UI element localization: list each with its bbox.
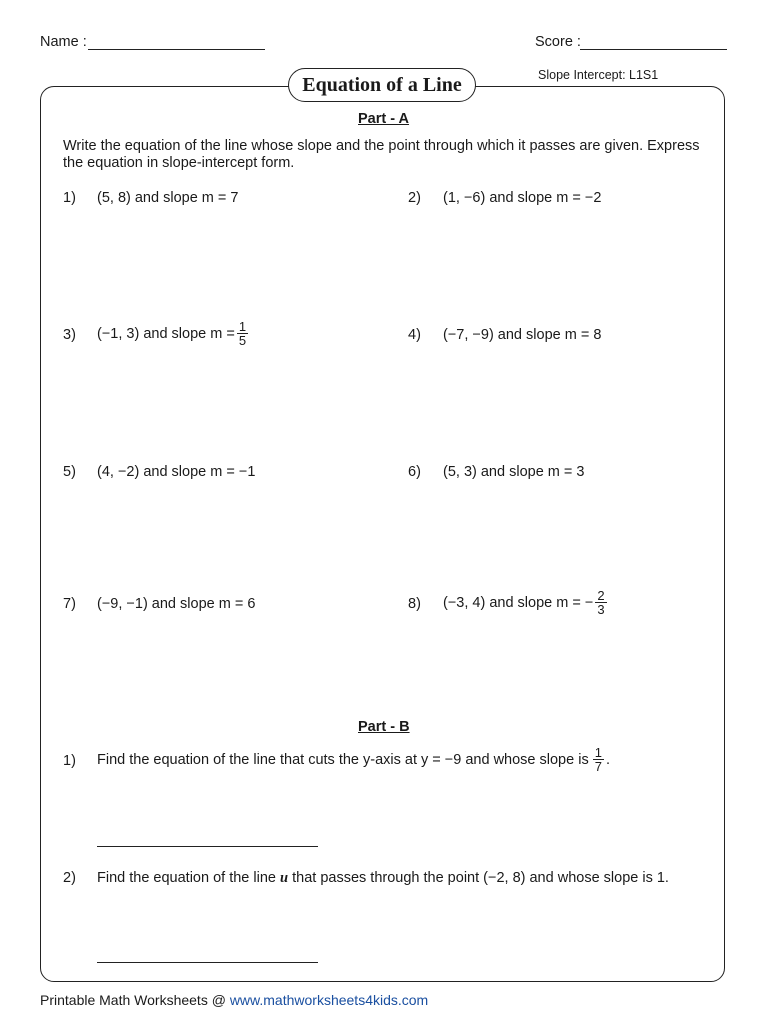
score-field[interactable]	[580, 49, 727, 50]
problem-number: 4)	[408, 327, 421, 343]
question-1	[97, 746, 610, 773]
answer-line-2[interactable]	[97, 962, 318, 963]
problem-text: (5, 8) and slope m = 7	[97, 190, 239, 206]
line-variable: u	[280, 870, 289, 886]
fraction-numerator: 1	[238, 319, 247, 334]
problem-number: 1)	[63, 190, 76, 206]
problem-number: 5)	[63, 464, 76, 480]
question-text: Find the equation of the line	[97, 870, 276, 886]
fraction-numerator: 1	[594, 745, 602, 760]
slope-fraction	[593, 746, 604, 773]
problem-item	[443, 589, 607, 616]
name-label: Name :	[40, 34, 87, 50]
slope-fraction	[595, 589, 606, 616]
worksheet-frame	[40, 86, 725, 982]
footer-prefix: Printable Math Worksheets @	[40, 992, 226, 1008]
problem-text: (−9, −1) and slope m = 6	[97, 596, 256, 612]
name-field[interactable]	[88, 49, 265, 50]
instruction-line-1: Write the equation of the line whose slope and the point through which it passes are given. Express	[63, 138, 700, 154]
slope-fraction	[237, 320, 248, 347]
problem-number: 2)	[408, 190, 421, 206]
problem-text: (1, −6) and slope m = −2	[443, 190, 602, 206]
level-label: Slope Intercept: L1S1	[538, 68, 659, 82]
problem-number: 3)	[63, 327, 76, 343]
problem-text: (−7, −9) and slope m = 8	[443, 327, 602, 343]
question-text: Find the equation of the line that cuts the y-axis at y = −9 and whose slope is	[97, 751, 589, 768]
worksheet-title: Equation of a Line	[288, 68, 476, 102]
answer-line-1[interactable]	[97, 846, 318, 847]
fraction-denominator: 5	[238, 333, 247, 348]
footer	[40, 992, 428, 1008]
question-text: that passes through the point (−2, 8) and whose slope is 1.	[292, 870, 669, 886]
problem-text: (5, 3) and slope m = 3	[443, 464, 585, 480]
problem-text: (4, −2) and slope m = −1	[97, 464, 256, 480]
question-end: .	[605, 751, 610, 768]
instruction-line-2: the equation in slope-intercept form.	[63, 155, 295, 171]
problem-number: 6)	[408, 464, 421, 480]
score-label: Score :	[535, 34, 581, 50]
footer-link[interactable]: www.mathworksheets4kids.com	[229, 992, 429, 1008]
fraction-numerator: 2	[597, 588, 605, 603]
problem-item	[97, 320, 248, 347]
part-b-heading: Part - B	[358, 719, 410, 735]
fraction-denominator: 7	[594, 759, 602, 774]
problem-number: 7)	[63, 596, 76, 612]
problem-text: (−3, 4) and slope m = −	[443, 594, 594, 611]
problem-number: 8)	[408, 596, 421, 612]
part-a-heading: Part - A	[358, 111, 410, 127]
problem-text: (−1, 3) and slope m =	[97, 325, 235, 342]
question-2	[97, 870, 669, 887]
fraction-denominator: 3	[597, 602, 605, 617]
question-number: 2)	[63, 870, 76, 886]
question-number: 1)	[63, 753, 76, 769]
